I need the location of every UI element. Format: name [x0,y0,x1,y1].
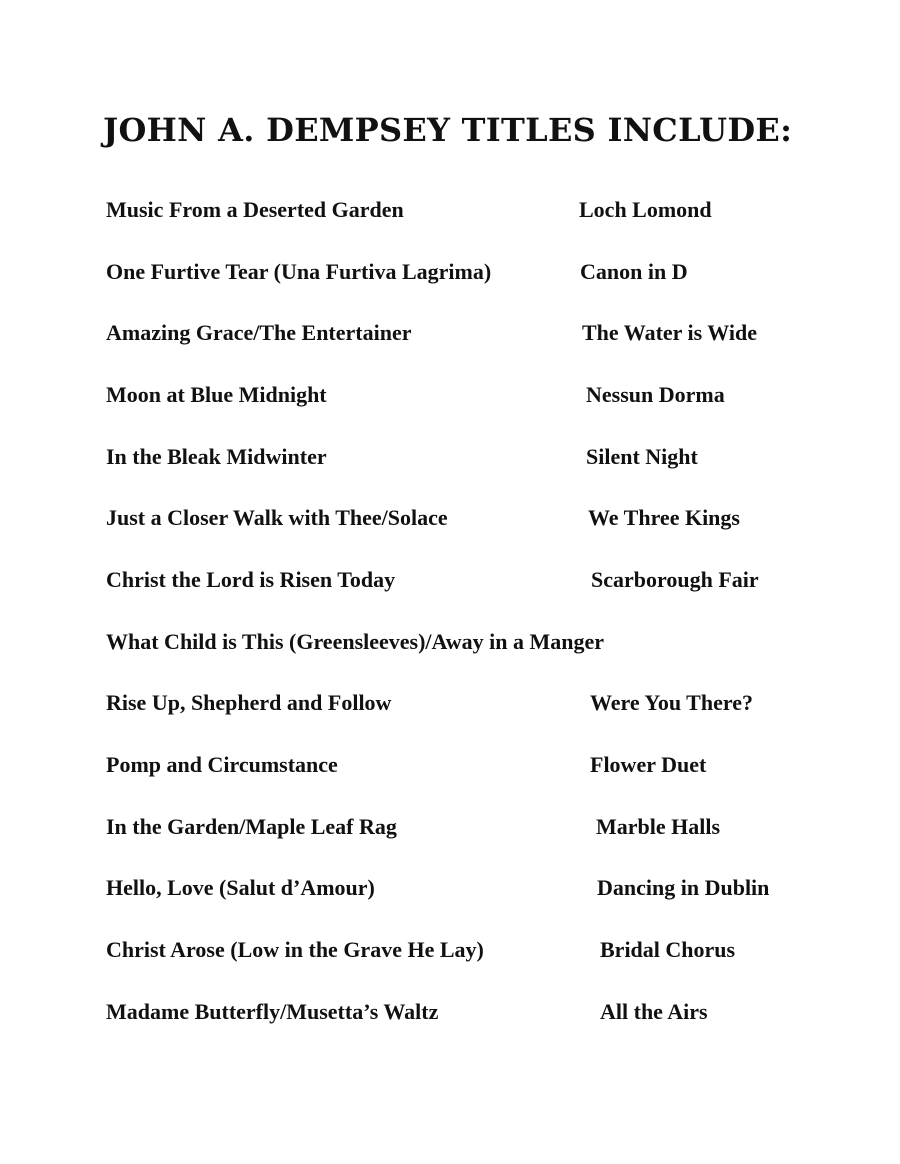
title-left-11: In the Garden/Maple Leaf Rag [106,814,397,839]
page-title: JOHN A. DEMPSEY TITLES INCLUDE: [103,111,793,149]
title-left-1: Music From a Deserted Garden [106,197,404,222]
title-right-3: The Water is Wide [582,320,758,345]
title-left-7: Christ the Lord is Risen Today [106,567,396,592]
title-left-3: Amazing Grace/The Entertainer [106,320,412,345]
title-right-9: Were You There? [590,690,753,715]
title-left-14: Madame Butterfly/Musetta’s Waltz [106,999,439,1024]
title-right-13: Bridal Chorus [600,937,736,962]
title-right-14: All the Airs [600,999,708,1024]
title-left-2: One Furtive Tear (Una Furtiva Lagrima) [106,259,492,284]
title-right-12: Dancing in Dublin [597,875,770,900]
title-right-1: Loch Lomond [579,197,712,222]
title-left-10: Pomp and Circumstance [106,752,338,777]
title-right-7: Scarborough Fair [591,567,759,592]
title-right-6: We Three Kings [588,505,740,530]
title-left-5: In the Bleak Midwinter [106,444,327,469]
title-left-9: Rise Up, Shepherd and Follow [106,690,392,715]
title-right-4: Nessun Dorma [586,382,725,407]
title-left-6: Just a Closer Walk with Thee/Solace [106,505,448,530]
title-right-11: Marble Halls [596,814,721,839]
title-right-5: Silent Night [586,444,698,469]
title-left-8: What Child is This (Greensleeves)/Away in a Manger [106,629,605,654]
title-left-12: Hello, Love (Salut d’Amour) [106,875,375,900]
title-left-13: Christ Arose (Low in the Grave He Lay) [106,937,484,962]
title-left-4: Moon at Blue Midnight [106,382,327,407]
title-right-10: Flower Duet [590,752,707,777]
title-right-2: Canon in D [580,259,688,284]
